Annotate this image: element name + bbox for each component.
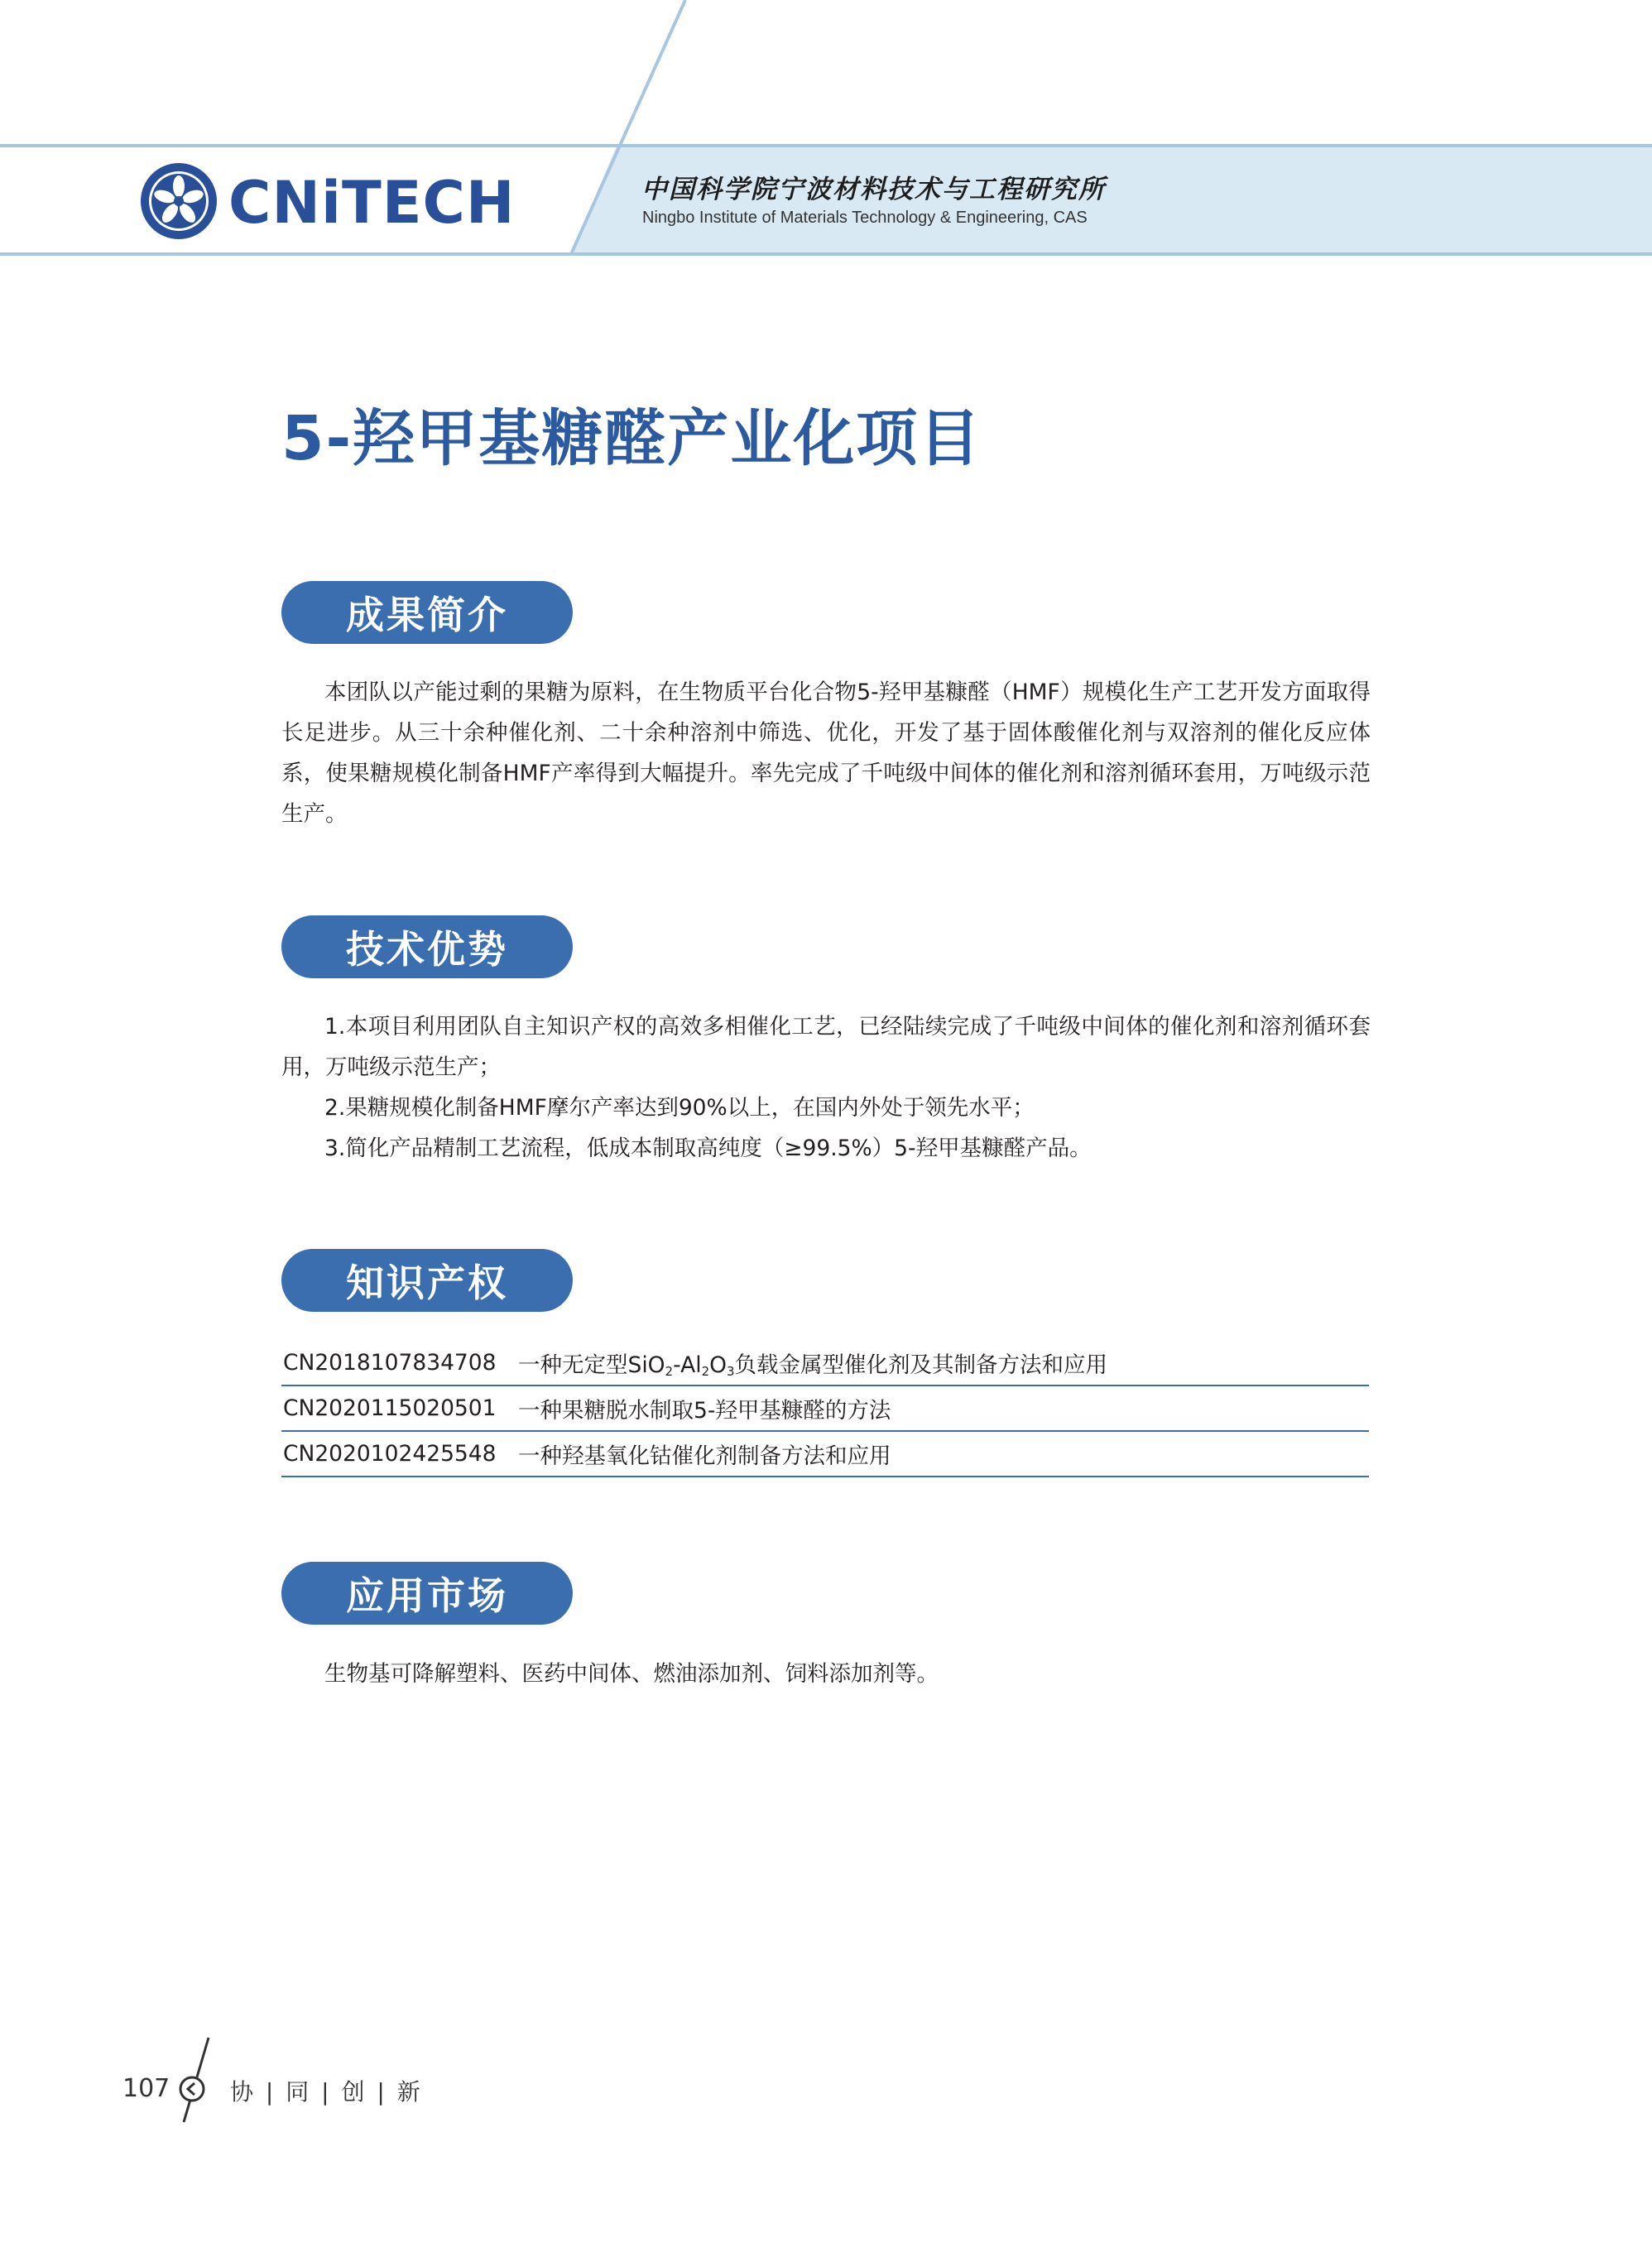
advantage-item: 1.本项目利用团队自主知识产权的高效多相催化工艺，已经陆续完成了千吨级中间体的催化剂和溶剂循环套用，万吨级示范生产； bbox=[281, 1014, 1371, 1080]
advantage-item: 2.果糖规模化制备HMF摩尔产率达到90%以上，在国内外处于领先水平； bbox=[324, 1095, 1035, 1121]
patent-table bbox=[281, 1341, 1369, 1477]
patent-title: 一种羟基氧化钴催化剂制备方法和应用 bbox=[518, 1443, 891, 1469]
patent-number: CN2018107834708 bbox=[283, 1350, 497, 1376]
patent-number: CN2020102425548 bbox=[283, 1441, 497, 1467]
section-heading-ip: 知识产权 bbox=[281, 1249, 573, 1312]
patent-row bbox=[281, 1341, 1369, 1386]
page-number: 107 bbox=[122, 2074, 170, 2103]
section-heading-summary: 成果简介 bbox=[281, 581, 573, 644]
logo-wordmark: CNiTECH bbox=[228, 169, 516, 237]
footer-slogan: 协 | 同 | 创 | 新 bbox=[230, 2078, 420, 2106]
patent-title: 一种无定型$SiO_2-Al_2O_3$负载金属型催化剂及其制备方法和应用 bbox=[518, 1352, 1108, 1379]
summary-paragraph: 本团队以产能过剩的果糖为原料，在生物质平台化合物5-羟甲基糠醛（HMF）规模化生产工艺开发方面取得长足进步。从三十余种催化剂、二十余种溶剂中筛选、优化，开发了基于固体酸催化剂与双溶剂的催化反应体系，使果糖规模化制备HMF产率得到大幅提升。率先完成了千吨级中间体的催化剂和溶剂循环套用，万吨级示范生产。 bbox=[281, 680, 1371, 827]
institute-name-english: Ningbo Institute of Materials Technology & Engineering, CAS bbox=[642, 209, 1088, 227]
market-paragraph: 生物基可降解塑料、医药中间体、燃油添加剂、饲料添加剂等。 bbox=[324, 1661, 939, 1687]
patent-row bbox=[281, 1386, 1369, 1432]
section-heading-market: 应用市场 bbox=[281, 1562, 573, 1625]
patent-title: 一种果糖脱水制取5-羟甲基糠醛的方法 bbox=[518, 1398, 891, 1424]
advantage-item: 3.简化产品精制工艺流程，低成本制取高纯度（≥99.5%）5-羟甲基糠醛产品。 bbox=[324, 1136, 1092, 1161]
page-title: 5-羟甲基糖醛产业化项目 bbox=[281, 403, 982, 474]
patent-number: CN2020115020501 bbox=[283, 1395, 497, 1421]
section-heading-advantages: 技术优势 bbox=[281, 915, 573, 978]
page-marker-icon bbox=[170, 2034, 214, 2125]
cas-emblem-icon bbox=[139, 161, 219, 241]
institute-name-chinese: 中国科学院宁波材料技术与工程研究所 bbox=[641, 175, 1106, 204]
patent-row bbox=[281, 1432, 1369, 1477]
